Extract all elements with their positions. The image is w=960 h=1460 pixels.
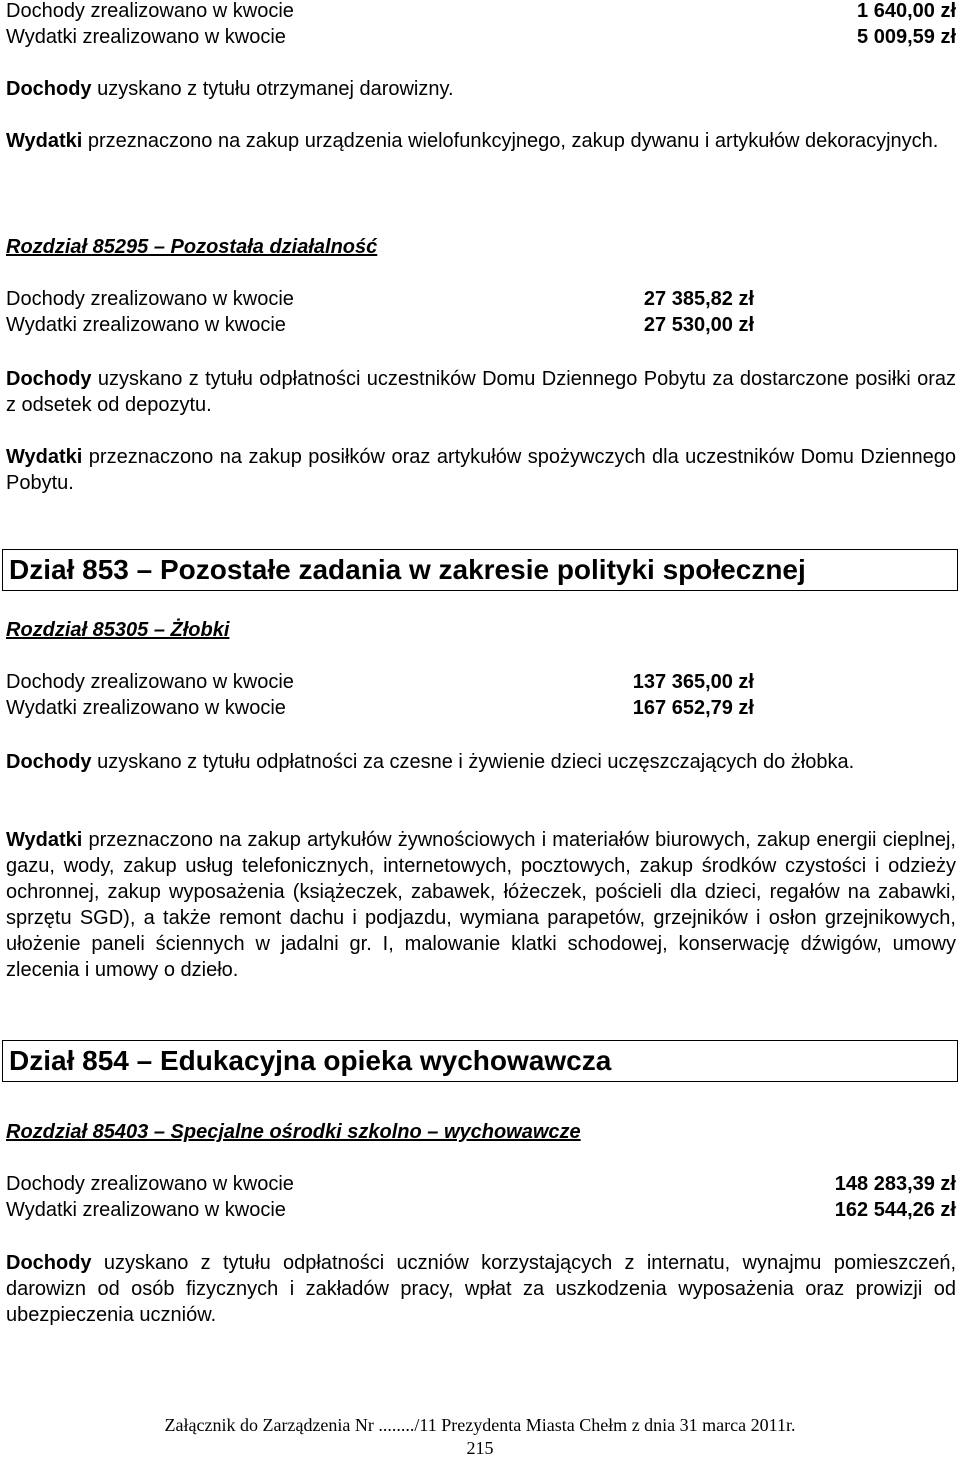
page-number: 215 [466, 1438, 494, 1458]
dzial-854-heading: Dział 854 – Edukacyjna opieka wychowawcza [2, 1040, 958, 1082]
label-bold: Dochody [6, 671, 85, 693]
label-rest: zrealizowano w kwocie [76, 697, 286, 719]
desc-bold: Dochody [6, 1252, 92, 1274]
desc-bold: Dochody [6, 368, 92, 390]
r85295-dochody-amount: 27 385,82 zł [643, 288, 754, 310]
r85295-dochody-description [6, 366, 956, 418]
label-bold: Dochody [6, 1173, 85, 1195]
r85295-wydatki-label [6, 312, 286, 338]
label-bold: Wydatki [6, 697, 77, 719]
desc-rest: przeznaczono na zakup posiłków oraz artykułów spożywczych dla uczestników Domu Dziennego Pobytu. [6, 446, 956, 494]
block1-wydatki-amount: 5 009,59 zł [857, 26, 956, 48]
label-rest: zrealizowano w kwocie [84, 1173, 294, 1195]
desc-bold: Dochody [6, 751, 92, 773]
r85305-dochody-description [6, 749, 956, 775]
r85305-dochody-label [6, 669, 294, 695]
footer-attachment-note: Załącznik do Zarządzenia Nr ......../11 Prezydenta Miasta Chełm z dnia 31 marca 2011r. [164, 1415, 796, 1435]
desc-bold: Wydatki [6, 829, 83, 851]
r85403-dochody-amount: 148 283,39 zł [834, 1173, 956, 1195]
r85295-wydatki-description [6, 444, 956, 496]
r85305-wydatki-amount: 167 652,79 zł [632, 697, 754, 719]
desc-bold: Wydatki [6, 446, 83, 468]
label-bold: Dochody [6, 288, 85, 310]
rozdzial-85403-title: Rozdział 85403 – Specjalne ośrodki szkolno – wychowawcze [6, 1121, 581, 1143]
block1-dochody-description [6, 76, 454, 102]
label-bold: Wydatki [6, 1199, 77, 1221]
label-bold: Dochody [6, 0, 85, 22]
desc-rest: przeznaczono na zakup artykułów żywnościowych i materiałów biurowych, zakup energii cieplnej, gazu, wody, zakup usług telefonicznych, internetowych, pocztowych, zakup środków czystości i odzieży ochronnej, zakup wyposażenia (książeczek, zabawek, łóżeczek, pościeli dla dzieci, regałów na zabawki, sprzętu SGD), a także remont dachu i podjazdu, wymiana parapetów, grzejników i osłon grzejnikowych, ułożenie paneli ściennych w jadalni gr. I, malowanie klatki schodowej, konserwację dźwigów, umowy zlecenia i umowy o dzieło. [6, 829, 956, 981]
desc-bold: Dochody [6, 78, 92, 100]
block1-wydatki-description [6, 128, 956, 154]
r85295-dochody-label [6, 286, 294, 312]
r85305-dochody-amount: 137 365,00 zł [632, 671, 754, 693]
label-rest: zrealizowano w kwocie [76, 314, 286, 336]
rozdzial-85305-title: Rozdział 85305 – Żłobki [6, 619, 230, 641]
block1-wydatki-label [6, 24, 286, 50]
desc-rest: przeznaczono na zakup urządzenia wielofunkcyjnego, zakup dywanu i artykułów dekoracyjnych. [82, 130, 939, 152]
dzial-853-heading: Dział 853 – Pozostałe zadania w zakresie polityki społecznej [2, 549, 958, 591]
block1-dochody-label [6, 0, 294, 24]
r85305-wydatki-description [6, 827, 956, 983]
r85403-wydatki-label [6, 1197, 286, 1223]
r85305-wydatki-label [6, 695, 286, 721]
label-rest: zrealizowano w kwocie [84, 0, 294, 22]
desc-rest: uzyskano z tytułu odpłatności uczniów korzystających z internatu, wynajmu pomieszczeń, darowizn od osób fizycznych i zakładów pracy, wpłat za uszkodzenia wyposażenia oraz prowizji od ubezpieczenia uczniów. [6, 1252, 956, 1326]
label-rest: zrealizowano w kwocie [76, 1199, 286, 1221]
desc-rest: uzyskano z tytułu odpłatności uczestników Domu Dziennego Pobytu za dostarczone posiłki oraz z odsetek od depozytu. [6, 368, 956, 416]
r85295-wydatki-amount: 27 530,00 zł [643, 314, 754, 336]
desc-rest: uzyskano z tytułu odpłatności za czesne i żywienie dzieci uczęszczających do żłobka. [91, 751, 855, 773]
rozdzial-85295-title: Rozdział 85295 – Pozostała działalność [6, 236, 378, 258]
desc-rest: uzyskano z tytułu otrzymanej darowizny. [91, 78, 454, 100]
label-bold: Wydatki [6, 26, 77, 48]
label-rest: zrealizowano w kwocie [84, 671, 294, 693]
r85403-wydatki-amount: 162 544,26 zł [834, 1199, 956, 1221]
label-rest: zrealizowano w kwocie [76, 26, 286, 48]
desc-bold: Wydatki [6, 130, 83, 152]
label-rest: zrealizowano w kwocie [84, 288, 294, 310]
r85403-dochody-label [6, 1171, 294, 1197]
r85403-dochody-description [6, 1250, 956, 1328]
label-bold: Wydatki [6, 314, 77, 336]
block1-dochody-amount: 1 640,00 zł [857, 0, 956, 22]
